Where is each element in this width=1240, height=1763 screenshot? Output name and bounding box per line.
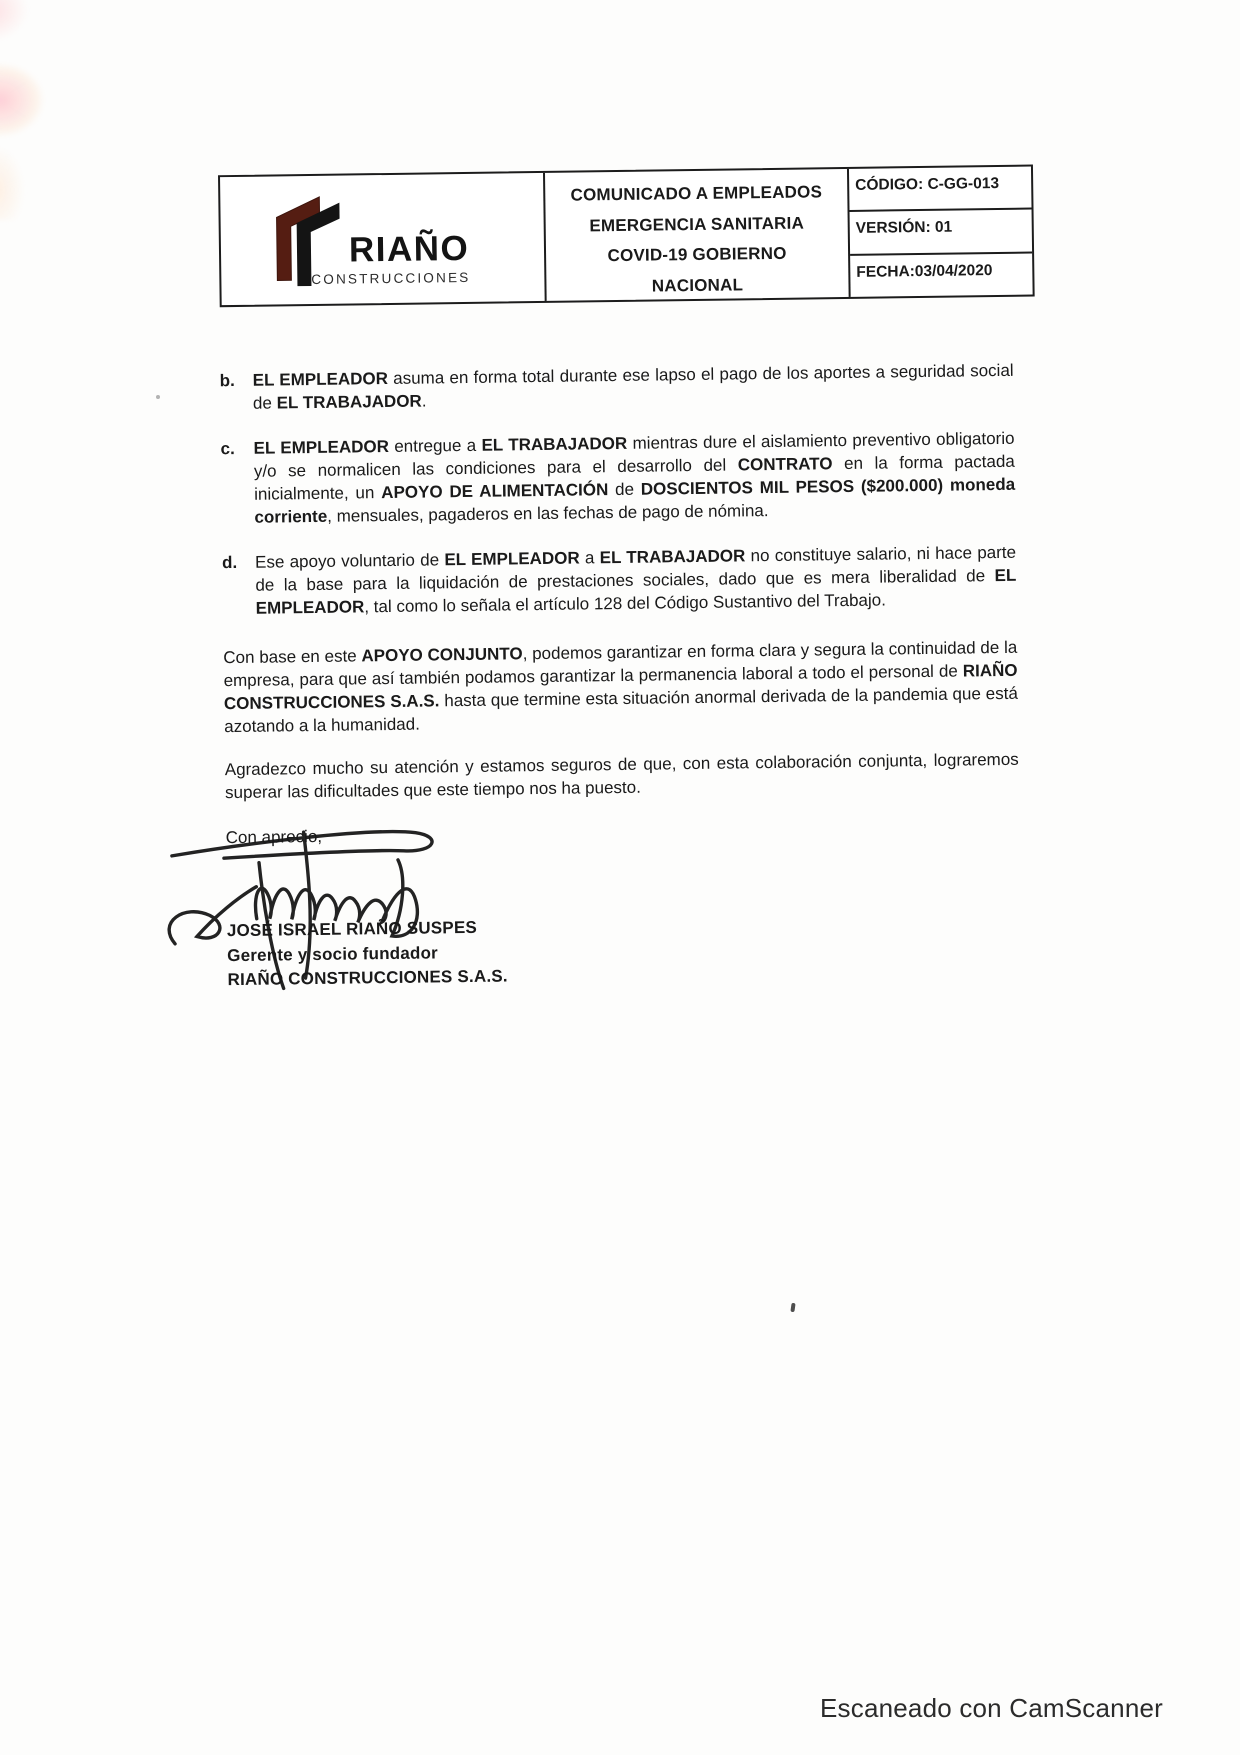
signatory-role: Gerente y socio fundador [227,942,439,965]
list-item-text: Ese apoyo voluntario de EL EMPLEADOR a EL TRABAJADOR no constituye salario, ni hace parte de la base para la liquidación de prestaciones sociales, dado que es mera liberalidad de EL EMPLEADOR, tal como lo señala el artículo 128 del Código Sustantivo del Trabajo. [254,542,1017,618]
meta-codigo: CÓDIGO: C-GG-013 [849,167,1032,213]
list-marker: d. [221,552,238,573]
paragraph-apoyo-conjunto: Con base en este APOYO CONJUNTO, podemos garantizar en forma clara y segura la continuidad de la empresa, para que así también podamos garantizar la permanencia laboral a todo el personal de RIAÑO CONSTRUCCIONES S.A.S. hasta que termine esta situación anormal derivada de la pandemia que está azotando a la humanidad. [223,637,1018,737]
letter-body [220,359,1022,993]
signatory-company: RIAÑO CONSTRUCCIONES S.A.S. [227,966,508,990]
document-title-line: COVID-19 GOBIERNO [607,243,787,266]
document-title-line: EMERGENCIA SANITARIA [589,213,805,235]
list-item-b [220,359,1015,415]
riano-constructions-logo-icon [262,187,503,290]
meta-version: VERSIÓN: 01 [850,210,1033,256]
logo-name-text: RIAÑO [348,228,470,270]
logo-cell [220,173,547,305]
list-marker: c. [220,439,235,459]
paragraph-agradecimiento: Agradezco mucho su atención y estamos seguros de que, con esta colaboración conjunta, lograremos superar las dificultades que este tiempo nos ha puesto. [224,749,1019,803]
logo-subtitle-text: CONSTRUCCIONES [310,269,471,287]
list-marker: b. [219,371,235,391]
document-title-line: NACIONAL [651,274,744,296]
meta-fecha: FECHA:03/04/2020 [856,261,993,281]
list-item-text: EL EMPLEADOR asuma en forma total durante ese lapso el pago de los aportes a seguridad social de EL TRABAJADOR. [252,360,1014,413]
list-item-d [222,541,1017,620]
list-item-c [220,427,1015,529]
list-item-text: EL EMPLEADOR entregue a EL TRABAJADOR mientras dure el aislamiento preventivo obligatorio y/o se normalicen las condiciones para el desarrollo del CONTRATO en la forma pactada inicialmente, un APOYO DE ALIMENTACIÓN de DOSCIENTOS MIL PESOS ($200.000) moneda corriente, mensuales, pagaderos en las fechas de pago de nómina. [253,428,1016,527]
signatory-name: JOSÉ ISRAEL RIAÑO SUSPES [226,917,478,941]
document-meta-cell [849,167,1033,297]
document-title-cell [545,169,851,301]
signature-area [226,839,1021,919]
closing-salutation: Con aprecio, [225,826,323,848]
signatory-block [227,909,1022,993]
camscanner-credit: Escaneado con CamScanner [820,1693,1164,1723]
document-header-table [218,165,1035,308]
document-title-line: COMUNICADO A EMPLEADOS [570,182,823,205]
scan-speck [156,395,160,399]
